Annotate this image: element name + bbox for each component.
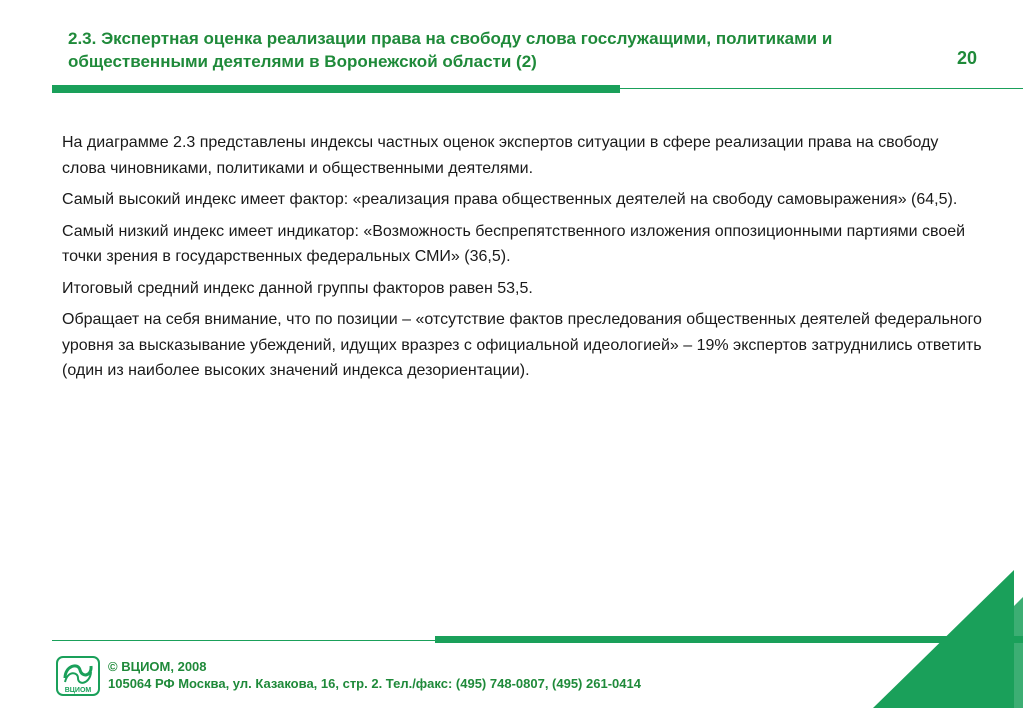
logo-text: ВЦИОМ [64,687,92,694]
footer-info [108,658,641,692]
page-number: 20 [957,48,978,68]
slide-title: 2.3. Экспертная оценка реализации права на свободу слова госслужащими, политиками и общественными деятелями в Воронежской области (2) [68,29,833,71]
paragraph-5: Обращает на себя внимание, что по позиции – «отсутствие фактов преследования общественных деятелей федерального уровня за высказывание убеждений, идущих вразрез с официальной идеологией» – 19% экспертов затруднились ответить (один из наиболее высоких значений индекса дезориентации). [62,311,982,379]
footer-copyright: © ВЦИОМ, 2008 [108,659,207,674]
vciom-logo [56,656,100,696]
footer-divider-bar [435,636,1023,643]
header-divider-bar [52,85,620,93]
decorative-triangle-small [1014,597,1023,708]
footer-address: 105064 РФ Москва, ул. Казакова, 16, стр. 2. Тел./факс: (495) 748-0807, (495) 261-0414 [108,676,641,691]
footer-divider-line [52,640,435,641]
paragraph-1: На диаграмме 2.3 представлены индексы частных оценок экспертов ситуации в сфере реализации права на свободу слова чиновниками, политиками и общественными деятелями. [62,134,939,177]
header-divider-line [620,88,1023,89]
paragraph-2: Самый высокий индекс имеет фактор: «реализация права общественных деятелей на свободу самовыражения» (64,5). [62,191,958,208]
paragraph-3: Самый низкий индекс имеет индикатор: «Возможность беспрепятственного изложения оппозиционными партиями своей точки зрения в государственных федеральных СМИ» (36,5). [62,222,966,265]
slide-body [62,130,982,390]
paragraph-4: Итоговый средний индекс данной группы факторов равен 53,5. [62,279,533,297]
